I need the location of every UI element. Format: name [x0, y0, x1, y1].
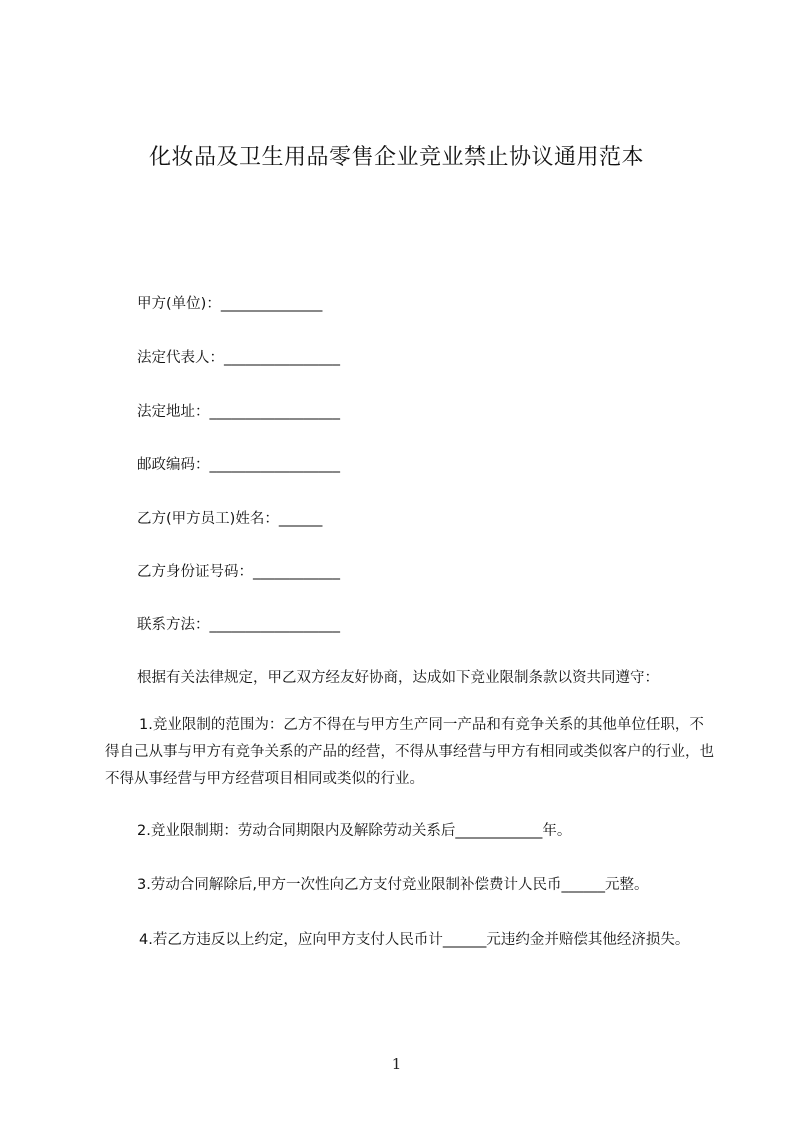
document-title: 化妆品及卫生用品零售企业竞业禁止协议通用范本	[148, 145, 644, 170]
clause-3: 3.劳动合同解除后,甲方一次性向乙方支付竞业限制补偿费计人民币______元整。	[137, 877, 649, 893]
intro-paragraph: 根据有关法律规定，甲乙双方经友好协商，达成如下竞业限制条款以资共同遵守：	[137, 670, 659, 686]
clause-2: 2.竞业限制期：劳动合同期限内及解除劳动关系后____________年。	[137, 823, 572, 839]
field-contact-method: 联系方法：__________________	[137, 617, 340, 633]
field-legal-address: 法定地址：__________________	[137, 404, 340, 420]
field-postal-code: 邮政编码：__________________	[137, 457, 340, 473]
clause-4: 4.若乙方违反以上约定，应向甲方支付人民币计______元违约金并赔偿其他经济损失。	[139, 932, 690, 948]
field-party-a: 甲方(单位)：______________	[137, 296, 323, 312]
field-party-b-id-number: 乙方身份证号码：____________	[137, 564, 340, 580]
page-number: 1	[391, 1055, 402, 1073]
field-party-b-name: 乙方(甲方员工)姓名：______	[137, 511, 323, 527]
field-legal-representative: 法定代表人：________________	[137, 350, 340, 366]
clause-1: 1.竞业限制的范围为：乙方不得在与甲方生产同一产品和有竞争关系的其他单位任职，不得自己从事与甲方有竞争关系的产品的经营，不得从事经营与甲方有相同或类似客户的行业，也不得从事经营与甲方经营项目相同或类似的行业。	[105, 717, 714, 787]
